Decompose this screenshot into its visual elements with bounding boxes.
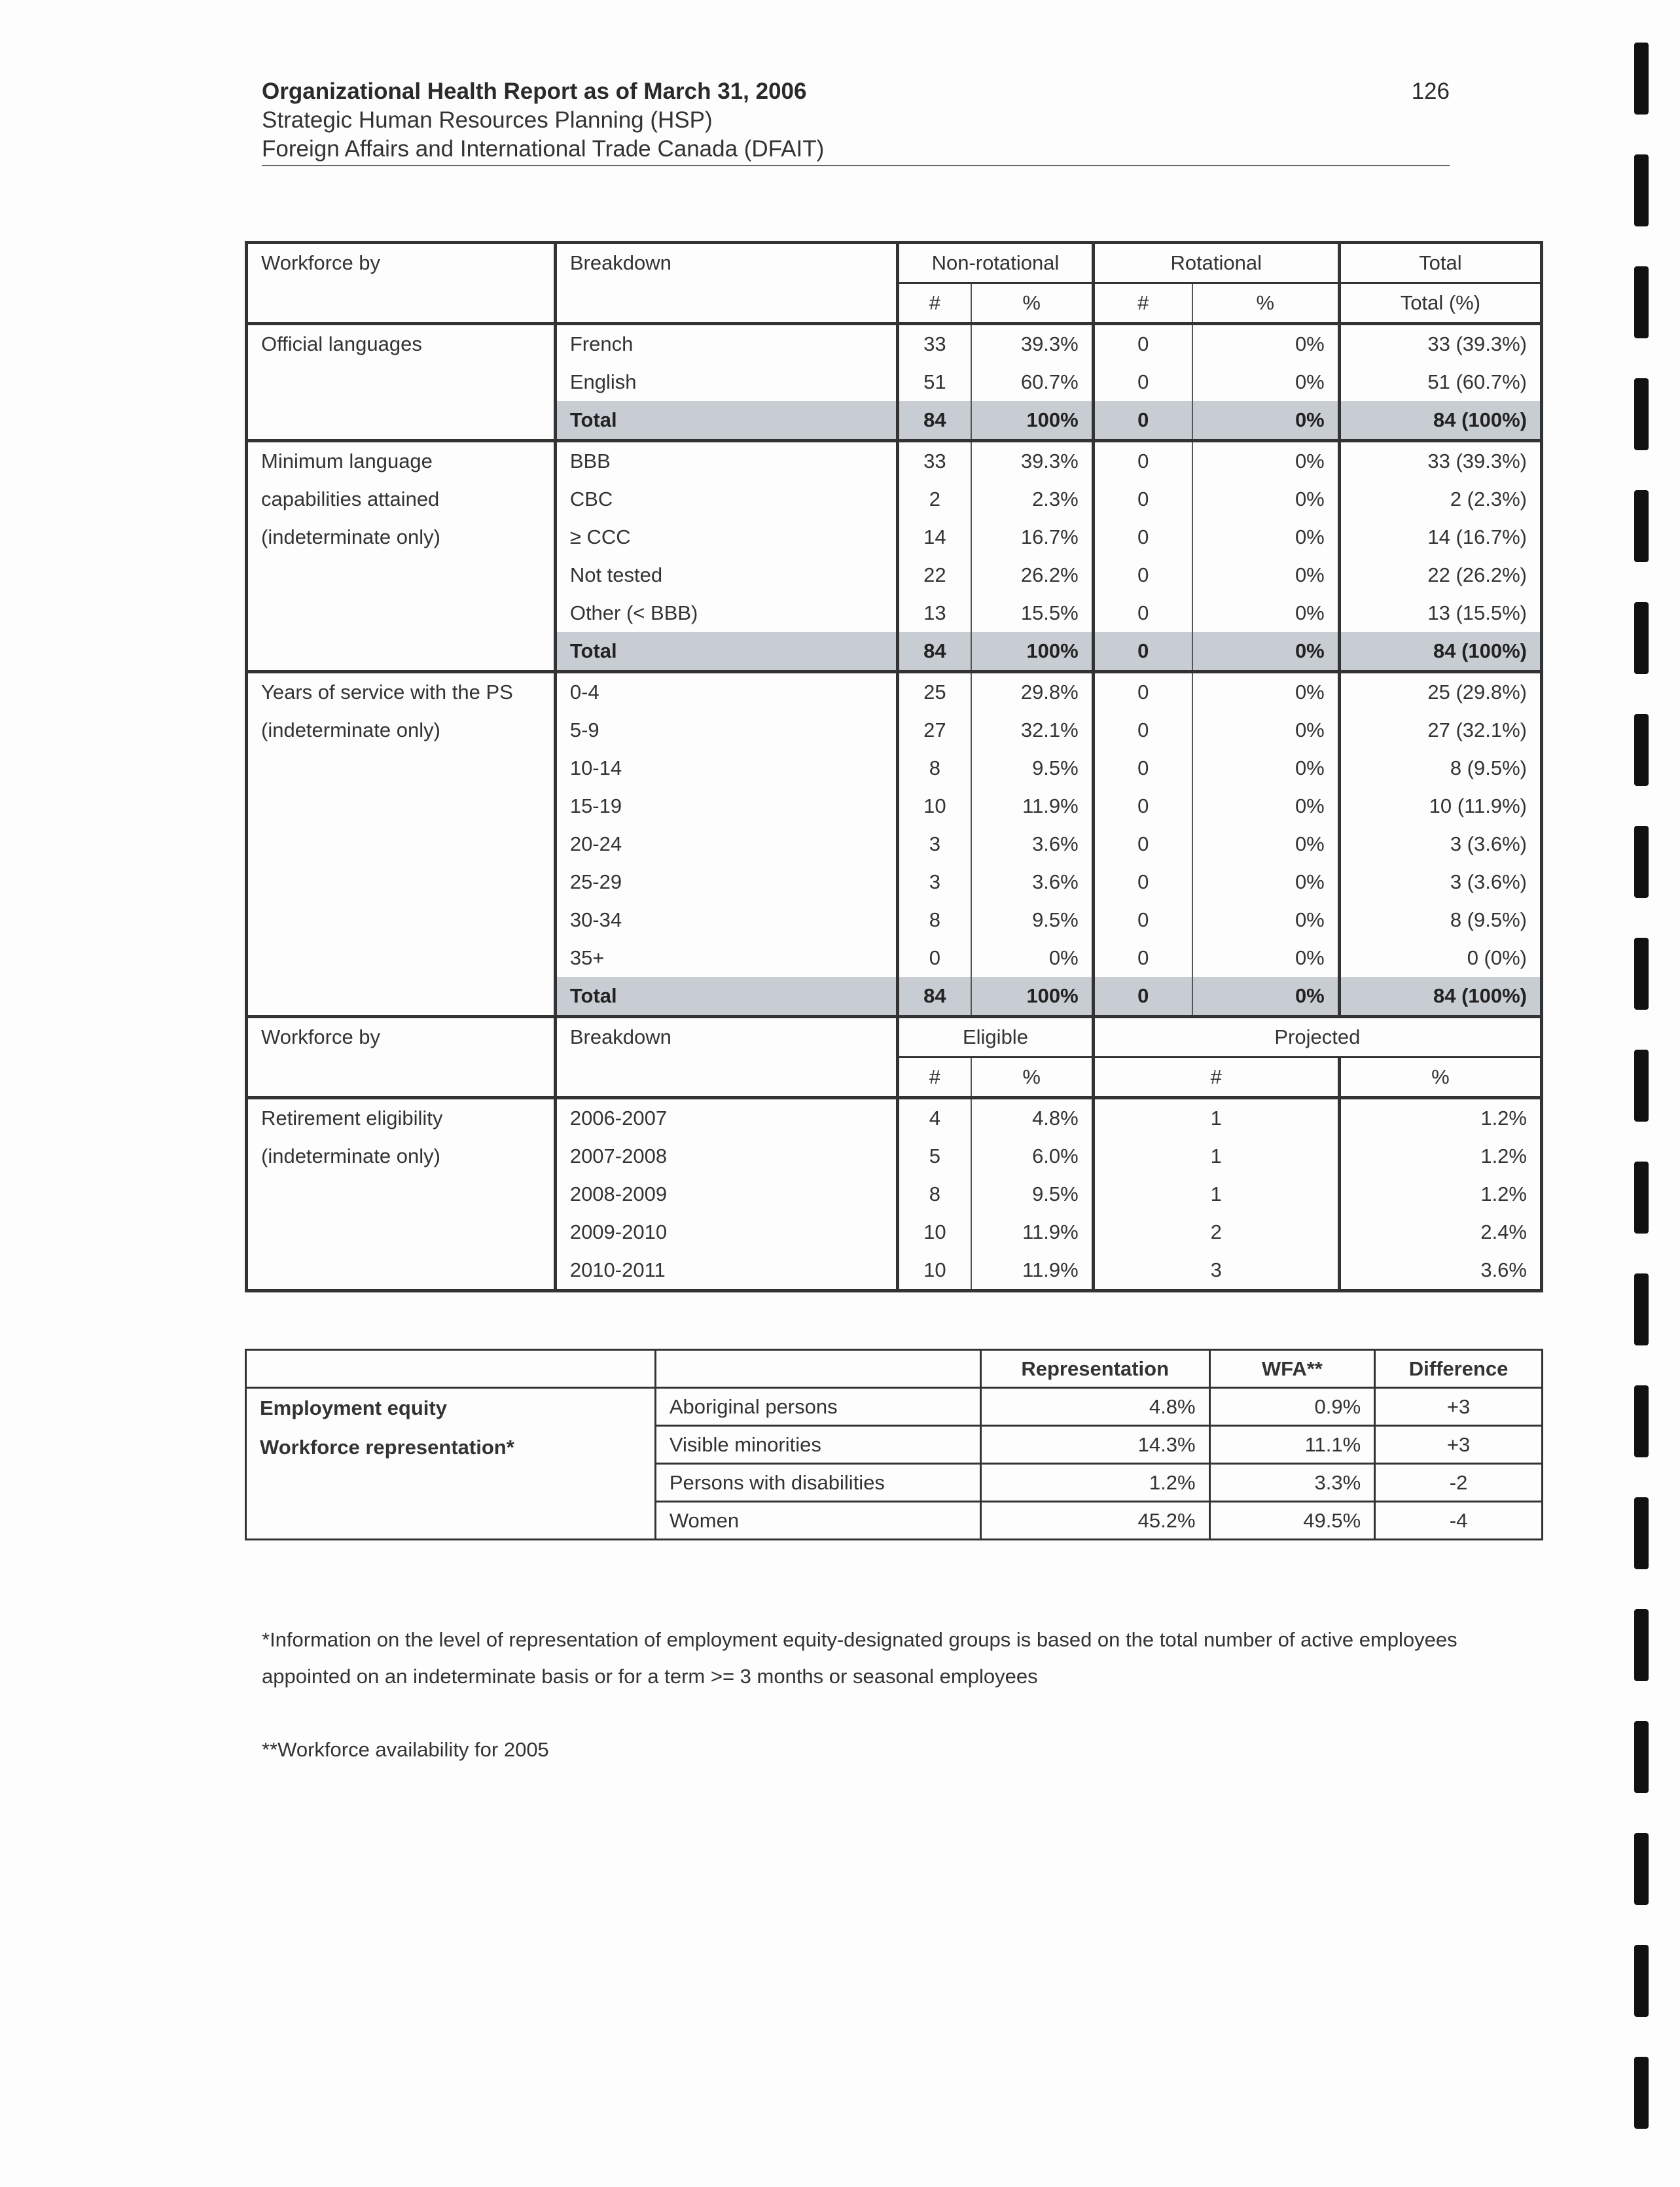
representation-value: 45.2% <box>980 1502 1209 1540</box>
total-value: 8 (9.5%) <box>1339 749 1541 787</box>
binding-hole-mark <box>1634 1609 1649 1681</box>
empty-header-cell <box>246 1350 656 1388</box>
total-value: 3 (3.6%) <box>1339 825 1541 863</box>
binding-hole-mark <box>1634 2057 1649 2129</box>
total-value: 0 (0%) <box>1339 939 1541 977</box>
projected-percent: 2.4% <box>1339 1213 1541 1251</box>
binding-hole-mark <box>1634 154 1649 226</box>
non-rotational-percent: 11.9% <box>971 787 1094 825</box>
row-group-label-line: Years of service with the PS <box>261 681 513 703</box>
rotational-count: 0 <box>1093 441 1192 481</box>
difference-value: +3 <box>1375 1388 1543 1426</box>
header-projected-count: # <box>1093 1058 1339 1098</box>
eligible-percent: 11.9% <box>971 1213 1094 1251</box>
representation-value: 4.8% <box>980 1388 1209 1426</box>
total-value: 33 (39.3%) <box>1339 441 1541 481</box>
non-rotational-percent: 2.3% <box>971 480 1094 518</box>
binding-hole-mark <box>1634 1833 1649 1905</box>
designated-group: Visible minorities <box>655 1426 980 1464</box>
non-rotational-count: 84 <box>898 632 971 672</box>
rotational-percent: 0% <box>1192 441 1339 481</box>
binding-hole-mark <box>1634 490 1649 562</box>
breakdown-label: Not tested <box>555 556 897 594</box>
non-rotational-percent: 16.7% <box>971 518 1094 556</box>
total-value: 14 (16.7%) <box>1339 518 1541 556</box>
header-count: # <box>898 1058 971 1098</box>
binding-hole-mark <box>1634 826 1649 898</box>
total-value: 27 (32.1%) <box>1339 711 1541 749</box>
fiscal-year: 2007-2008 <box>555 1137 897 1175</box>
row-group-label-line: Official languages <box>261 332 422 355</box>
group-years-of-service <box>247 672 556 1017</box>
non-rotational-count: 84 <box>898 401 971 441</box>
breakdown-label: CBC <box>555 480 897 518</box>
fiscal-year: 2010-2011 <box>555 1251 897 1291</box>
total-value: 3 (3.6%) <box>1339 863 1541 901</box>
row-group-label-line: capabilities attained <box>261 488 440 510</box>
binding-hole-mark <box>1634 1385 1649 1457</box>
non-rotational-percent: 32.1% <box>971 711 1094 749</box>
header-percent: % <box>971 283 1094 324</box>
header-breakdown: Breakdown <box>555 243 897 324</box>
empty-header-cell <box>655 1350 980 1388</box>
binding-hole-mark <box>1634 1050 1649 1122</box>
header-department: Foreign Affairs and International Trade Canada (DFAIT) <box>262 136 825 162</box>
total-value: 84 (100%) <box>1339 401 1541 441</box>
representation-value: 1.2% <box>980 1464 1209 1502</box>
header-percent: % <box>971 1058 1094 1098</box>
rotational-count: 0 <box>1093 863 1192 901</box>
total-value: 10 (11.9%) <box>1339 787 1541 825</box>
total-value: 84 (100%) <box>1339 632 1541 672</box>
binding-hole-mark <box>1634 1721 1649 1793</box>
projected-count: 1 <box>1093 1137 1339 1175</box>
breakdown-label: French <box>555 324 897 364</box>
designated-group: Persons with disabilities <box>655 1464 980 1502</box>
non-rotational-percent: 100% <box>971 977 1094 1017</box>
eligible-percent: 4.8% <box>971 1098 1094 1138</box>
projected-percent: 1.2% <box>1339 1137 1541 1175</box>
non-rotational-percent: 3.6% <box>971 863 1094 901</box>
rotational-count: 0 <box>1093 632 1192 672</box>
rotational-percent: 0% <box>1192 401 1339 441</box>
breakdown-label: 20-24 <box>555 825 897 863</box>
total-value: 84 (100%) <box>1339 977 1541 1017</box>
rotational-percent: 0% <box>1192 939 1339 977</box>
page-header <box>262 77 1450 166</box>
non-rotational-count: 0 <box>898 939 971 977</box>
projected-count: 2 <box>1093 1213 1339 1251</box>
rotational-count: 0 <box>1093 401 1192 441</box>
non-rotational-count: 8 <box>898 749 971 787</box>
breakdown-label: 10-14 <box>555 749 897 787</box>
rotational-percent: 0% <box>1192 363 1339 401</box>
row-group-label-line: (indeterminate only) <box>261 1145 440 1167</box>
rotational-count: 0 <box>1093 480 1192 518</box>
non-rotational-count: 3 <box>898 863 971 901</box>
footnote-representation: *Information on the level of representation of employment equity-designated groups is based on the total number of active employees appointed on an indeterminate basis or for a term >= 3 months or seasonal employees <box>262 1628 1457 1688</box>
eligible-count: 10 <box>898 1213 971 1251</box>
non-rotational-count: 27 <box>898 711 971 749</box>
rotational-count: 0 <box>1093 749 1192 787</box>
wfa-value: 49.5% <box>1209 1502 1375 1540</box>
breakdown-label: 5-9 <box>555 711 897 749</box>
header-total-percent: Total (%) <box>1339 283 1541 324</box>
projected-percent: 1.2% <box>1339 1175 1541 1213</box>
binding-hole-mark <box>1634 1945 1649 2017</box>
rotational-percent: 0% <box>1192 556 1339 594</box>
employment-equity-table <box>245 1349 1543 1540</box>
rotational-count: 0 <box>1093 825 1192 863</box>
fiscal-year: 2008-2009 <box>555 1175 897 1213</box>
rotational-count: 0 <box>1093 672 1192 712</box>
non-rotational-count: 3 <box>898 825 971 863</box>
binding-hole-mark <box>1634 1497 1649 1569</box>
breakdown-label: Total <box>555 632 897 672</box>
fiscal-year: 2009-2010 <box>555 1213 897 1251</box>
representation-value: 14.3% <box>980 1426 1209 1464</box>
non-rotational-percent: 9.5% <box>971 901 1094 939</box>
rotational-percent: 0% <box>1192 863 1339 901</box>
group-language-capabilities <box>247 441 556 672</box>
projected-count: 1 <box>1093 1175 1339 1213</box>
projected-count: 3 <box>1093 1251 1339 1291</box>
rotational-count: 0 <box>1093 324 1192 364</box>
employment-equity-label <box>246 1388 656 1540</box>
breakdown-label: 0-4 <box>555 672 897 712</box>
eligible-count: 5 <box>898 1137 971 1175</box>
header-rule <box>262 165 1450 166</box>
header-wfa: WFA** <box>1209 1350 1375 1388</box>
non-rotational-count: 22 <box>898 556 971 594</box>
projected-count: 1 <box>1093 1098 1339 1138</box>
non-rotational-percent: 100% <box>971 401 1094 441</box>
footnotes <box>262 1622 1479 1768</box>
wfa-value: 3.3% <box>1209 1464 1375 1502</box>
report-title: Organizational Health Report as of March 31, 2006 <box>262 79 807 104</box>
rotational-percent: 0% <box>1192 324 1339 364</box>
table-row <box>246 1388 1543 1426</box>
rotational-percent: 0% <box>1192 672 1339 712</box>
rotational-percent: 0% <box>1192 977 1339 1017</box>
rotational-count: 0 <box>1093 977 1192 1017</box>
non-rotational-percent: 0% <box>971 939 1094 977</box>
non-rotational-percent: 15.5% <box>971 594 1094 632</box>
rotational-percent: 0% <box>1192 901 1339 939</box>
non-rotational-count: 2 <box>898 480 971 518</box>
rotational-count: 0 <box>1093 901 1192 939</box>
non-rotational-percent: 60.7% <box>971 363 1094 401</box>
header-percent: % <box>1192 283 1339 324</box>
group-retirement-eligibility <box>247 1098 556 1291</box>
row-group-label-line: Minimum language <box>261 450 433 472</box>
table-row <box>247 324 1542 364</box>
rotational-count: 0 <box>1093 594 1192 632</box>
header-representation: Representation <box>980 1350 1209 1388</box>
breakdown-label: ≥ CCC <box>555 518 897 556</box>
total-value: 8 (9.5%) <box>1339 901 1541 939</box>
non-rotational-percent: 9.5% <box>971 749 1094 787</box>
breakdown-label: 15-19 <box>555 787 897 825</box>
wfa-value: 11.1% <box>1209 1426 1375 1464</box>
non-rotational-count: 8 <box>898 901 971 939</box>
header-eligible: Eligible <box>898 1017 1094 1058</box>
non-rotational-count: 14 <box>898 518 971 556</box>
breakdown-label: 30-34 <box>555 901 897 939</box>
non-rotational-percent: 100% <box>971 632 1094 672</box>
table-row <box>246 1350 1543 1388</box>
rotational-count: 0 <box>1093 556 1192 594</box>
rotational-percent: 0% <box>1192 594 1339 632</box>
header-projected-percent: % <box>1339 1058 1541 1098</box>
binding-hole-mark <box>1634 378 1649 450</box>
binding-hole-mark <box>1634 1273 1649 1345</box>
binding-hole-mark <box>1634 266 1649 338</box>
table-row <box>247 672 1542 712</box>
header-non-rotational: Non-rotational <box>898 243 1094 283</box>
breakdown-label: 35+ <box>555 939 897 977</box>
fiscal-year: 2006-2007 <box>555 1098 897 1138</box>
breakdown-label: English <box>555 363 897 401</box>
header-rotational: Rotational <box>1093 243 1339 283</box>
rotational-percent: 0% <box>1192 825 1339 863</box>
binding-hole-mark <box>1634 602 1649 674</box>
breakdown-label: Total <box>555 401 897 441</box>
table-row <box>247 1017 1542 1058</box>
row-group-label-line: Employment equity <box>260 1396 447 1419</box>
binding-hole-mark <box>1634 43 1649 115</box>
wfa-value: 0.9% <box>1209 1388 1375 1426</box>
non-rotational-count: 33 <box>898 441 971 481</box>
page-number: 126 <box>1411 79 1450 104</box>
total-value: 33 (39.3%) <box>1339 324 1541 364</box>
non-rotational-percent: 39.3% <box>971 441 1094 481</box>
breakdown-label: 25-29 <box>555 863 897 901</box>
rotational-percent: 0% <box>1192 749 1339 787</box>
difference-value: -4 <box>1375 1502 1543 1540</box>
designated-group: Women <box>655 1502 980 1540</box>
non-rotational-count: 10 <box>898 787 971 825</box>
rotational-percent: 0% <box>1192 787 1339 825</box>
non-rotational-count: 25 <box>898 672 971 712</box>
header-subtitle: Strategic Human Resources Planning (HSP) <box>262 107 713 133</box>
breakdown-label: Other (< BBB) <box>555 594 897 632</box>
eligible-count: 10 <box>898 1251 971 1291</box>
table-row <box>247 441 1542 481</box>
eligible-percent: 11.9% <box>971 1251 1094 1291</box>
binding-hole-mark <box>1634 714 1649 786</box>
total-value: 13 (15.5%) <box>1339 594 1541 632</box>
non-rotational-percent: 26.2% <box>971 556 1094 594</box>
header-count: # <box>898 283 971 324</box>
difference-value: +3 <box>1375 1426 1543 1464</box>
rotational-percent: 0% <box>1192 711 1339 749</box>
binding-hole-mark <box>1634 1162 1649 1234</box>
eligible-percent: 9.5% <box>971 1175 1094 1213</box>
designated-group: Aboriginal persons <box>655 1388 980 1426</box>
table-row <box>247 1098 1542 1138</box>
header-difference: Difference <box>1375 1350 1543 1388</box>
group-official-languages <box>247 324 556 441</box>
projected-percent: 3.6% <box>1339 1251 1541 1291</box>
eligible-percent: 6.0% <box>971 1137 1094 1175</box>
breakdown-label: Total <box>555 977 897 1017</box>
total-value: 25 (29.8%) <box>1339 672 1541 712</box>
eligible-count: 8 <box>898 1175 971 1213</box>
header-count: # <box>1093 283 1192 324</box>
total-value: 22 (26.2%) <box>1339 556 1541 594</box>
non-rotational-percent: 39.3% <box>971 324 1094 364</box>
rotational-percent: 0% <box>1192 632 1339 672</box>
non-rotational-count: 84 <box>898 977 971 1017</box>
non-rotational-percent: 3.6% <box>971 825 1094 863</box>
header-workforce-by: Workforce by <box>247 1017 556 1098</box>
non-rotational-count: 13 <box>898 594 971 632</box>
projected-percent: 1.2% <box>1339 1098 1541 1138</box>
non-rotational-count: 51 <box>898 363 971 401</box>
table-row <box>247 243 1542 283</box>
rotational-count: 0 <box>1093 787 1192 825</box>
rotational-count: 0 <box>1093 363 1192 401</box>
rotational-count: 0 <box>1093 711 1192 749</box>
rotational-percent: 0% <box>1192 480 1339 518</box>
rotational-percent: 0% <box>1192 518 1339 556</box>
breakdown-label: BBB <box>555 441 897 481</box>
footnote-wfa: **Workforce availability for 2005 <box>262 1738 549 1761</box>
rotational-count: 0 <box>1093 939 1192 977</box>
non-rotational-count: 33 <box>898 324 971 364</box>
difference-value: -2 <box>1375 1464 1543 1502</box>
total-value: 51 (60.7%) <box>1339 363 1541 401</box>
eligible-count: 4 <box>898 1098 971 1138</box>
total-value: 2 (2.3%) <box>1339 480 1541 518</box>
header-total: Total <box>1339 243 1541 283</box>
header-workforce-by: Workforce by <box>247 243 556 324</box>
non-rotational-percent: 29.8% <box>971 672 1094 712</box>
rotational-count: 0 <box>1093 518 1192 556</box>
row-group-label-line: Workforce representation* <box>260 1436 514 1459</box>
row-group-label-line: (indeterminate only) <box>261 719 440 741</box>
row-group-label-line: Retirement eligibility <box>261 1107 443 1129</box>
workforce-table <box>245 241 1543 1292</box>
header-breakdown: Breakdown <box>555 1017 897 1098</box>
header-projected: Projected <box>1093 1017 1541 1058</box>
binding-hole-mark <box>1634 938 1649 1010</box>
row-group-label-line: (indeterminate only) <box>261 525 440 548</box>
